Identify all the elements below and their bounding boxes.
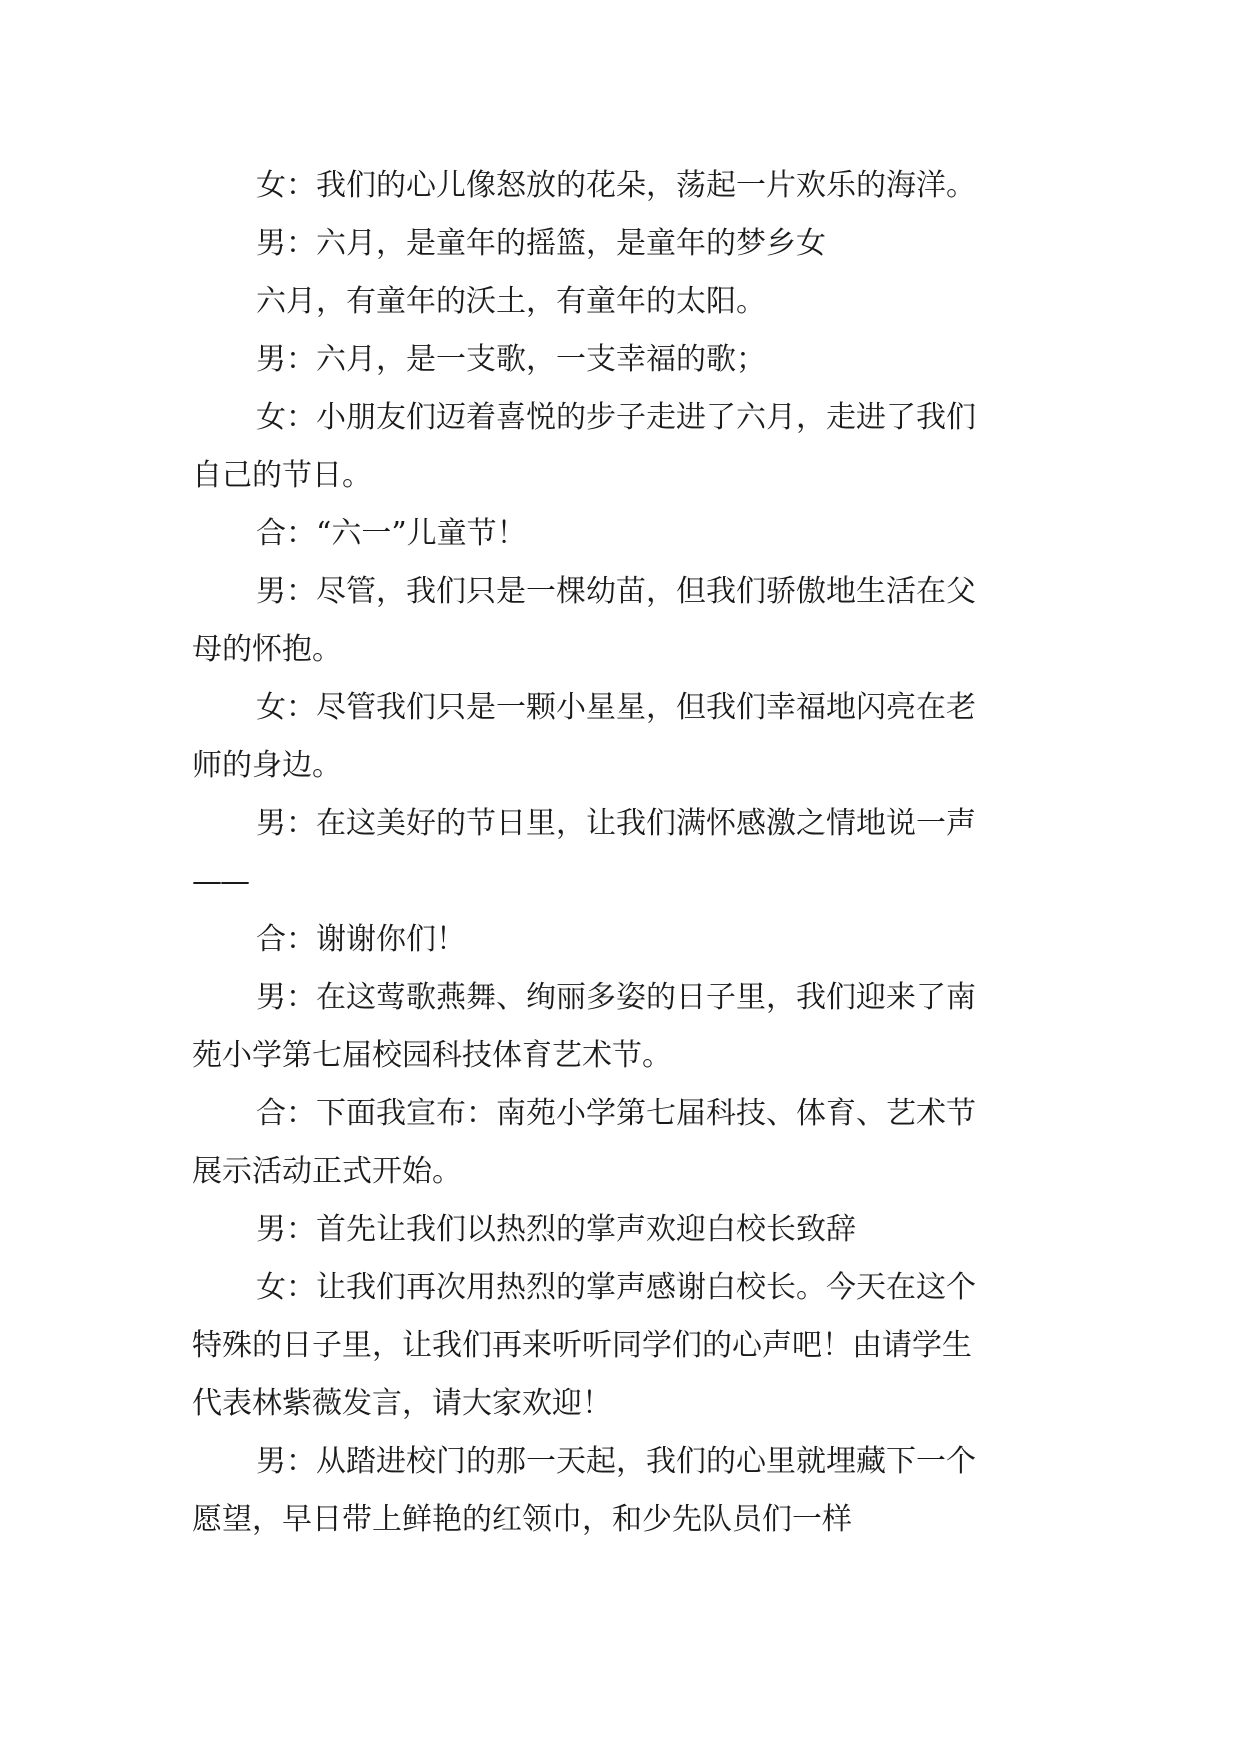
paragraph [192,331,1072,389]
text-line: 合：谢谢你们！ [256,922,466,957]
text-line: 男：六月，是童年的摇篮，是童年的梦乡女 [256,226,826,261]
text-line: 男：从踏进校门的那一天起，我们的心里就埋藏下一个 [256,1444,976,1479]
text-line: 男：在这莺歌燕舞、绚丽多姿的日子里，我们迎来了南 [256,980,976,1015]
paragraph [192,679,1072,795]
text-line: 女：让我们再次用热烈的掌声感谢白校长。今天在这个 [256,1270,976,1305]
paragraph [192,1201,1072,1259]
paragraph [192,563,1072,679]
text-line: 合：“六一”儿童节！ [256,516,527,551]
text-line: 六月，有童年的沃土，有童年的太阳。 [256,284,766,319]
text-line: 展示活动正式开始。 [192,1154,462,1189]
paragraph [192,157,1072,215]
text-line: 男：六月，是一支歌，一支幸福的歌； [256,342,766,377]
text-line: 男：在这美好的节日里，让我们满怀感激之情地说一声 [256,806,976,841]
paragraph [192,969,1072,1085]
text-line: 女：尽管我们只是一颗小星星，但我们幸福地闪亮在老 [256,690,976,725]
text-line: 合：下面我宣布：南苑小学第七届科技、体育、艺术节 [256,1096,976,1131]
paragraph [192,1259,1072,1433]
paragraph [192,273,1072,331]
text-line: 愿望，早日带上鲜艳的红领巾，和少先队员们一样 [192,1502,852,1537]
paragraph [192,215,1072,273]
text-line: 男：首先让我们以热烈的掌声欢迎白校长致辞 [256,1212,856,1247]
paragraph [192,1433,1072,1549]
text-line: 女：小朋友们迈着喜悦的步子走进了六月，走进了我们 [256,400,976,435]
text-line: 女：我们的心儿像怒放的花朵，荡起一片欢乐的海洋。 [256,168,976,203]
text-line: 男：尽管，我们只是一棵幼苗，但我们骄傲地生活在父 [256,574,976,609]
paragraph [192,911,1072,969]
text-line: 特殊的日子里，让我们再来听听同学们的心声吧！由请学生 [192,1328,972,1363]
paragraph [192,1085,1072,1201]
paragraph [192,389,1072,505]
text-line: 代表林紫薇发言，请大家欢迎！ [192,1386,612,1421]
paragraph [192,795,1072,911]
text-line: —— [192,864,248,899]
text-line: 师的身边。 [192,748,342,783]
text-line: 自己的节日。 [192,458,372,493]
text-line: 母的怀抱。 [192,632,342,667]
paragraph [192,505,1072,563]
document-body [192,157,1072,1549]
text-line: 苑小学第七届校园科技体育艺术节。 [192,1038,672,1073]
